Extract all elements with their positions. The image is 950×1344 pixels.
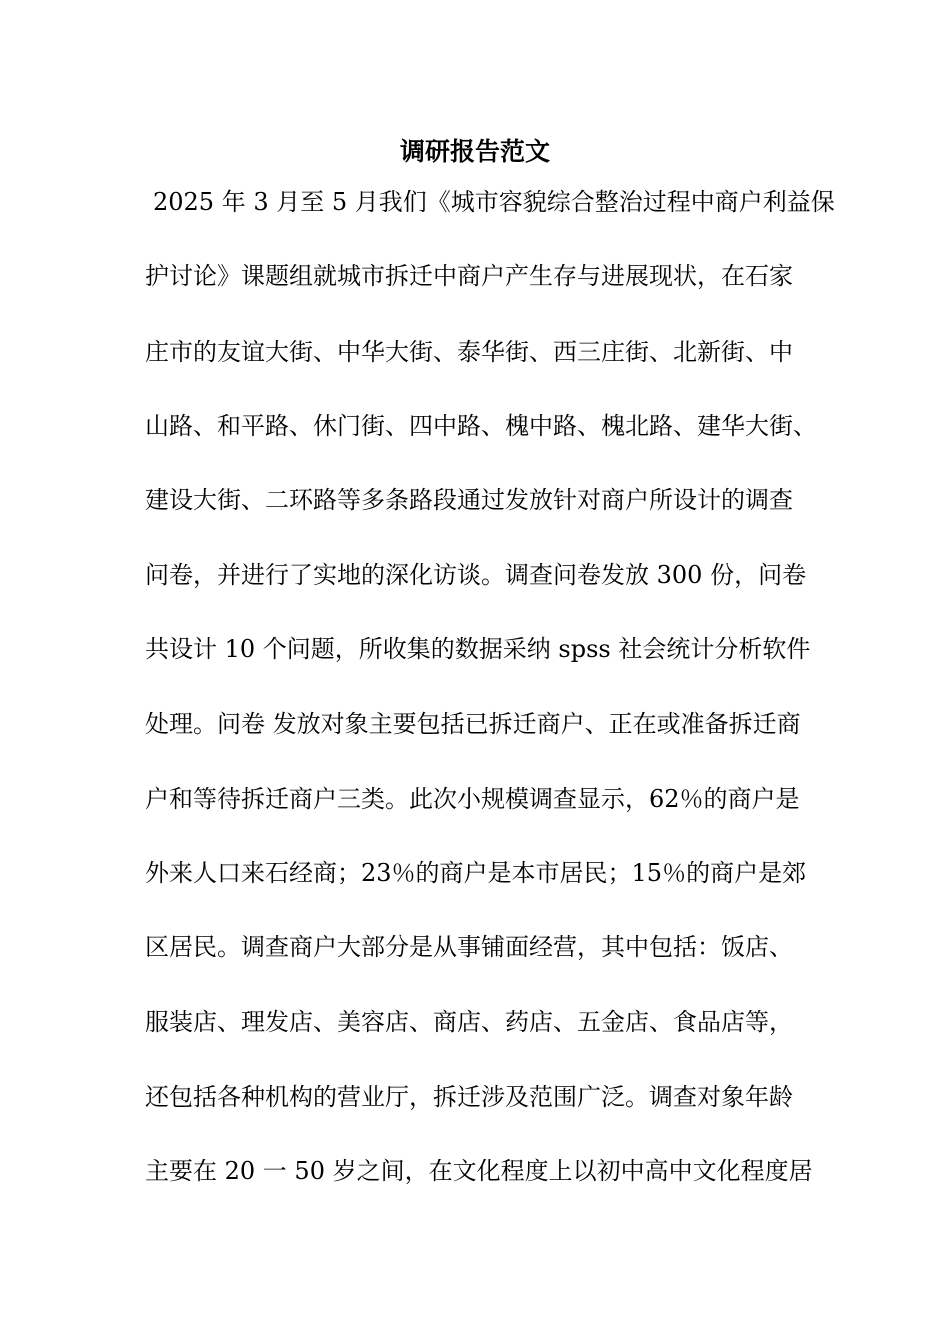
paragraph-line: 共设计 10 个问题，所收集的数据采纳 spss 社会统计分析软件 xyxy=(145,635,811,663)
paragraph-line: 外来人口来石经商；23％的商户是本市居民；15％的商户是郊 xyxy=(145,859,807,887)
paragraph-line: 服装店、理发店、美容店、商店、药店、五金店、食品店等， xyxy=(145,1008,793,1036)
paragraph-line: 护讨论》课题组就城市拆迁中商户产生存与进展现状，在石家 xyxy=(145,262,793,290)
paragraph-line: 区居民。调查商户大部分是从事铺面经营，其中包括：饭店、 xyxy=(145,933,793,961)
paragraph-line: 建设大街、二环路等多条路段通过发放针对商户所设计的调查 xyxy=(145,486,793,514)
paragraph-line: 户和等待拆迁商户三类。此次小规模调查显示，62％的商户是 xyxy=(145,785,800,813)
document-title: 调研报告范文 xyxy=(399,137,550,166)
paragraph-line: 处理。问卷 发放对象主要包括已拆迁商户、正在或准备拆迁商 xyxy=(145,710,801,738)
paragraph-line: 还包括各种机构的营业厅，拆迁涉及范围广泛。调查对象年龄 xyxy=(145,1083,793,1111)
paragraph-line: 2025 年 3 月至 5 月我们《城市容貌综合整治过程中商户利益保 xyxy=(153,188,835,216)
paragraph-line: 山路、和平路、休门街、四中路、槐中路、槐北路、建华大街、 xyxy=(145,412,817,440)
paragraph-line: 庄市的友谊大街、中华大街、泰华街、西三庄街、北新街、中 xyxy=(145,338,793,366)
paragraph-line: 主要在 20 一 50 岁之间，在文化程度上以初中高中文化程度居 xyxy=(145,1157,813,1185)
paragraph-line: 问卷，并进行了实地的深化访谈。调查问卷发放 300 份，问卷 xyxy=(145,561,807,589)
